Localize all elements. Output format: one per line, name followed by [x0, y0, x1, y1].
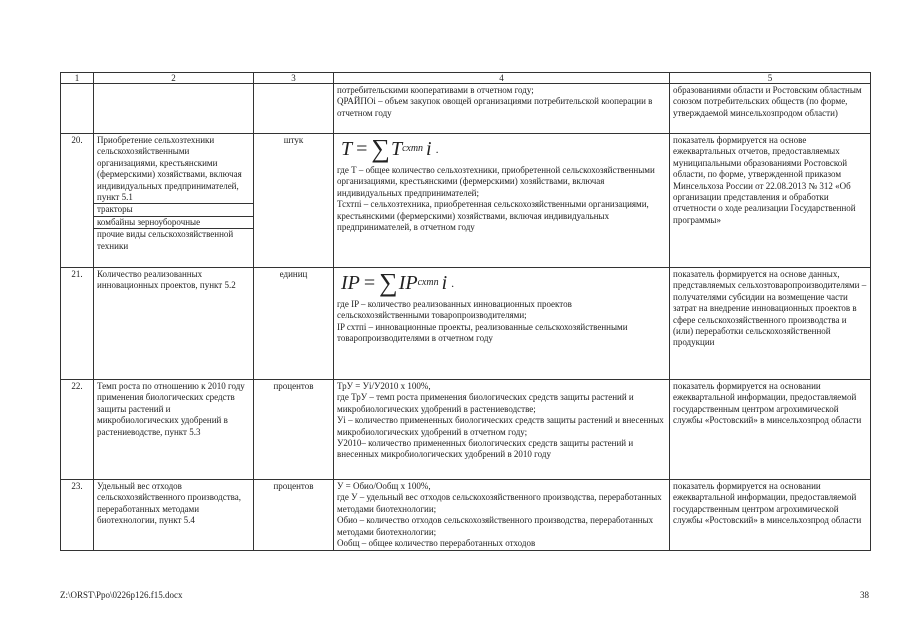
row-number: 23. [61, 480, 94, 551]
table-row [61, 480, 871, 551]
indicators-table [60, 72, 871, 551]
method-cell: У = Обио/Ообщ х 100%, где У – удельный вес отходов сельскохозяйственного производства, переработанных методами биотехнологии; Обио – количество отходов сельскохозяйственного производства, переработанных методами биотехнологии; Ообщ – общее количество переработанных отходов [334, 480, 670, 551]
source-cell: показатель формируется на основании ежеквартальной информации, предоставляемой государственным центром агрохимической службы «Ростовский» в минсельхозпрод области [670, 480, 871, 551]
column-number: 4 [334, 73, 670, 84]
source-cell: образованиями области и Ростовским областным союзом потребительских обществ (по форме, утверждаемой минсельхозпродом области) [670, 84, 871, 134]
subitem: тракторы [94, 203, 253, 215]
table-row-continuation [61, 84, 871, 134]
subitem: комбайны зерноуборочные [94, 216, 253, 228]
subitem: прочие виды сельскохозяйственной техники [94, 228, 253, 252]
indicator-name-cell: Темп роста по отношению к 2010 году применения биологических средств защиты растений и микробиологических удобрений в растениеводстве, пункт 5.3 [94, 380, 254, 480]
formula: T = ∑ T схтп i . [341, 134, 439, 163]
unit-cell: процентов [254, 480, 334, 551]
indicator-name-cell: Удельный вес отходов сельскохозяйственного производства, переработанных методами биотехнологии, пункт 5.4 [94, 480, 254, 551]
method-cell: T = ∑ T схтп i . где Т – общее количество сельхозтехники, приобретенной сельскохозяйственными организациями, крестьянскими (фермерскими) хозяйствами, включая индивидуальных предпринимателей; Тсхтпi – сельхозтехника, приобретенная сельскохозяйственными организациями, крестьянскими (фермерскими) хозяйствами, включая индивидуальных предпринимателей, в отчетном году [334, 134, 670, 268]
file-path: Z:\ORST\Ppo\0226p126.f15.docx [60, 590, 183, 600]
column-number: 1 [61, 73, 94, 84]
source-cell: показатель формируется на основании ежеквартальной информации, предоставляемой государственным центром агрохимической службы «Ростовский» в минсельхозпрод области [670, 380, 871, 480]
unit-cell: штук [254, 134, 334, 268]
sum-symbol: ∑ [371, 134, 390, 163]
source-cell: показатель формируется на основе данных, представляемых сельхозтоваропроизводителями – получателями субсидии на возмещение части затрат на внедрение инновационных проектов в сфере сельскохозяйственного производства и (или) переработки сельскохозяйственной продукции [670, 268, 871, 380]
column-number: 2 [94, 73, 254, 84]
method-cell: ТрУ = Уi/У2010 х 100%, где ТрУ – темп роста применения биологических средств защиты растений и микробиологических удобрений в растениеводстве; Уi – количество примененных биологических средств защиты растений и внесенных микробиологических удобрений в отчетном году; У2010– количество примененных биологических средств защиты растений и внесенных микробиологических удобрений в 2010 году [334, 380, 670, 480]
unit-cell: единиц [254, 268, 334, 380]
column-numbers-row [61, 73, 871, 84]
indicator-name-cell: Количество реализованных инновационных проектов, пункт 5.2 [94, 268, 254, 380]
source-cell: показатель формируется на основе ежеквартальных отчетов, предоставляемых муниципальными образованиями Ростовской области, по форме, утвержденной приказом Минсельхоза России от 22.08.2013 № 312 «Об организации представления и обработки отчетности о ходе реализации Государственной программы» [670, 134, 871, 268]
column-number: 5 [670, 73, 871, 84]
method-cell: потребительскими кооперативами в отчетном году; QРАЙПОi – объем закупок овощей организациями потребительской кооперации в отчетном году [334, 84, 670, 134]
page-number: 38 [860, 590, 869, 600]
method-cell: IP = ∑ IP схтп i . где IP – количество реализованных инновационных проектов сельскохозяйственными товаропроизводителями; IP схтпi – инновационные проекты, реализованные сельскохозяйственными товаропроизводителями в отчетном году [334, 268, 670, 380]
sum-symbol: ∑ [379, 268, 398, 297]
column-number: 3 [254, 73, 334, 84]
row-number: 21. [61, 268, 94, 380]
table-row [61, 134, 871, 268]
row-number: 22. [61, 380, 94, 480]
indicator-name-cell: Приобретение сельхозтехники сельскохозяйственными организациями, крестьянскими (фермерскими) хозяйствами, включая индивидуальных предпринимателей, пункт 5.1 тракторы комбайны зерноуборочные прочие виды сельскохозяйственной техники [94, 134, 254, 268]
table-row [61, 268, 871, 380]
row-number: 20. [61, 134, 94, 268]
unit-cell: процентов [254, 380, 334, 480]
formula: IP = ∑ IP схтп i . [341, 268, 455, 297]
table-row [61, 380, 871, 480]
